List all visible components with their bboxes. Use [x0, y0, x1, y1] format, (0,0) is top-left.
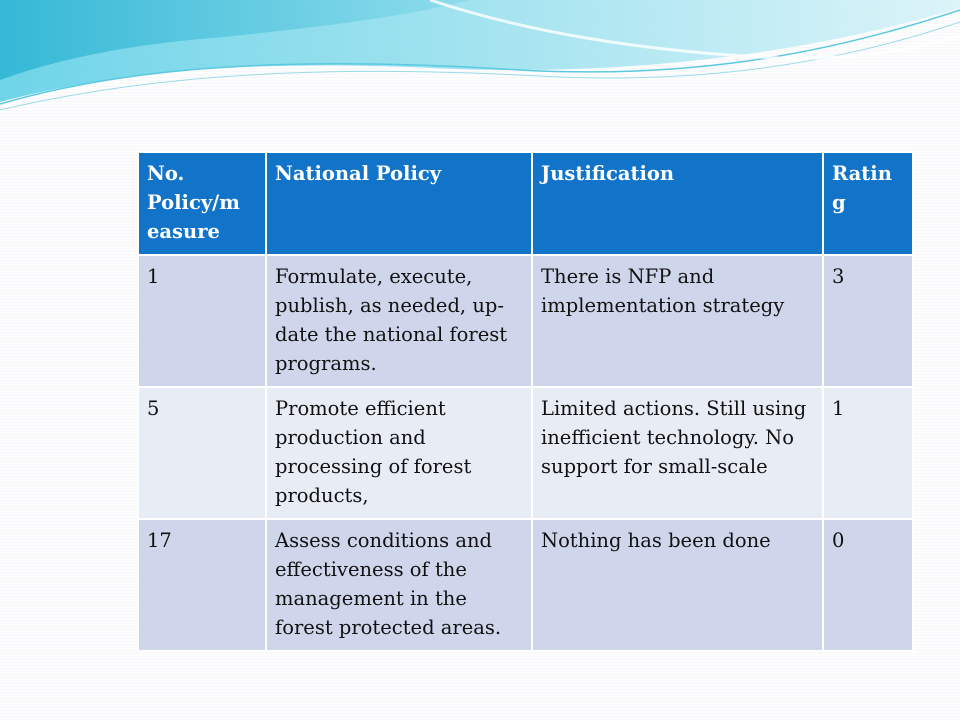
cell-national-policy: Promote efficient production and processing of forest products, [266, 387, 532, 519]
cell-national-policy: Assess conditions and effectiveness of the management in the forest protected areas. [266, 519, 532, 651]
header-justification: Justification [532, 152, 823, 255]
cell-justification: There is NFP and implementation strategy [532, 255, 823, 387]
cell-rating: 0 [823, 519, 913, 651]
cell-national-policy: Formulate, execute, publish, as needed, up-date the national forest programs. [266, 255, 532, 387]
cell-policy-number: 5 [138, 387, 266, 519]
cell-justification: Nothing has been done [532, 519, 823, 651]
cell-rating: 3 [823, 255, 913, 387]
cell-policy-number: 17 [138, 519, 266, 651]
cell-policy-number: 1 [138, 255, 266, 387]
header-rating: Ratin g [823, 152, 913, 255]
cell-rating: 1 [823, 387, 913, 519]
header-national-policy: National Policy [266, 152, 532, 255]
table-row [138, 255, 913, 387]
table-row [138, 519, 913, 651]
table-header-row [138, 152, 913, 255]
policy-rating-table [137, 151, 914, 652]
header-policy-number: No. Policy/m easure [138, 152, 266, 255]
table-row [138, 387, 913, 519]
decorative-wave-banner [0, 0, 960, 120]
cell-justification: Limited actions. Still using inefficient technology. No support for small-scale [532, 387, 823, 519]
